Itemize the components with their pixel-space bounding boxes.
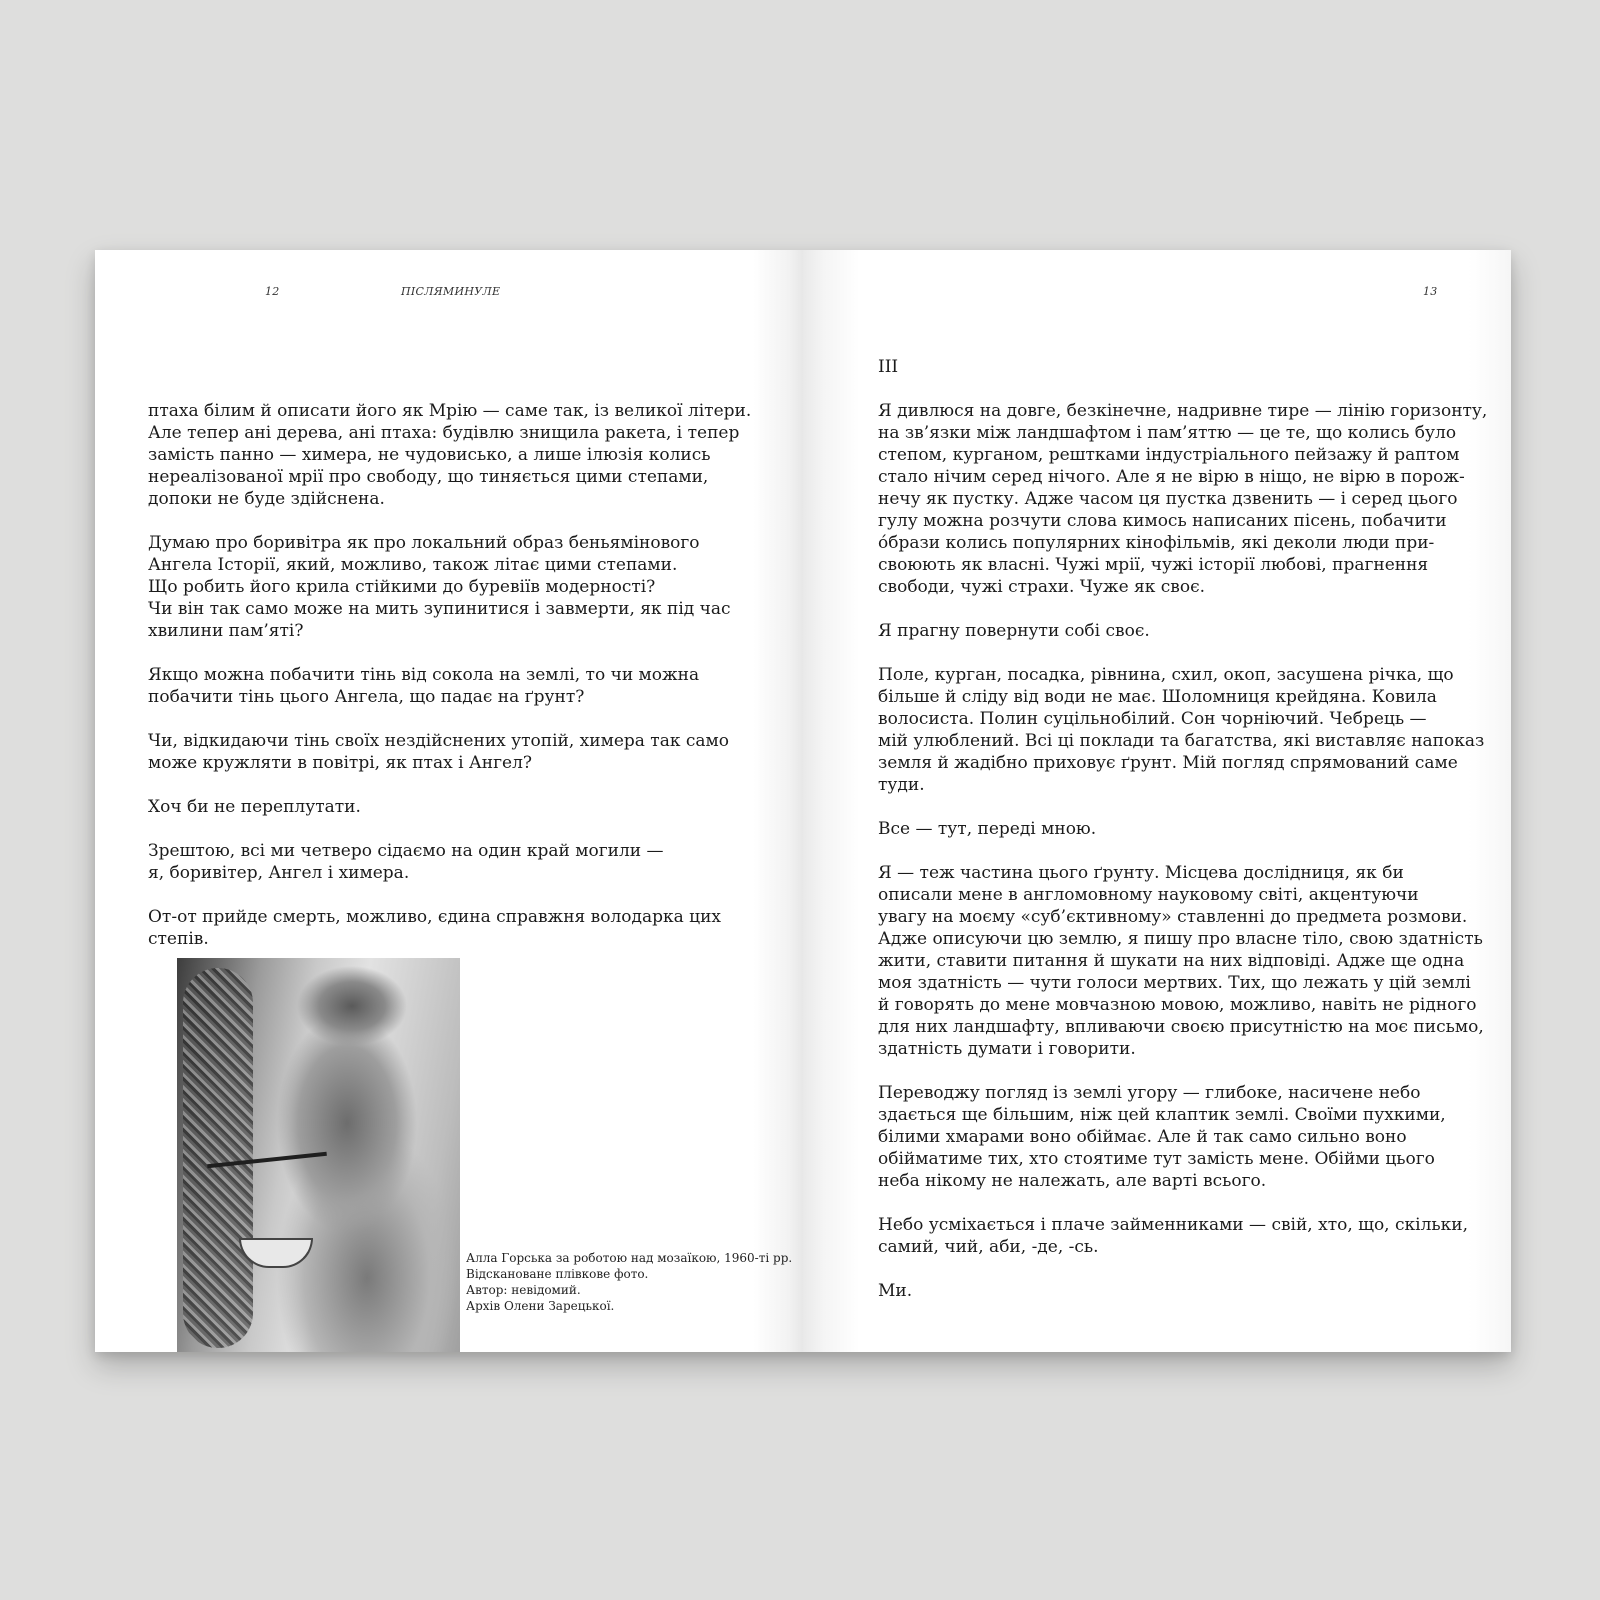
paragraph: Переводжу погляд із землі угору — глибоке, насичене небо здається ще більшим, ніж цей клаптик землі. Своїми пухкими, білими хмарами воно обіймає. Але й так само сильно воно обійматиме тих, хто стоятиме тут замість мене. Обійми цього неба нікому не належать, але варті всього.: [878, 1083, 1446, 1191]
paragraph: Все — тут, переді мною.: [878, 819, 1097, 839]
paragraph: Якщо можна побачити тінь від сокола на землі, то чи можна побачити тінь цього Ангела, що падає на ґрунт?: [148, 665, 700, 707]
section-number: III: [878, 357, 899, 377]
paragraph: Небо усміхається і плаче займенниками — свій, хто, що, скільки, самий, чий, аби, -де, -сь.: [878, 1215, 1468, 1257]
left-page: [95, 250, 803, 1352]
paragraph: птаха білим й описати його як Мрію — саме так, із великої літери. Але тепер ані дерева, ані птаха: будівлю знищила ракета, і тепер замість панно — химера, не чудовисько, а лише ілюзія колись нереалізованої мрії про свободу, що тиняється цими степами, допоки не буде здійснена.: [148, 401, 752, 509]
paragraph: От-от прийде смерть, можливо, єдина справжня володарка цих степів.: [148, 907, 721, 949]
left-page-body: [148, 400, 788, 950]
running-title: ПІСЛЯМИНУЛЕ: [401, 285, 501, 298]
archival-photo: [177, 958, 460, 1352]
right-page: [803, 250, 1511, 1352]
caption-line: Автор: невідомий.: [466, 1283, 581, 1297]
left-page-number: 12: [265, 285, 280, 298]
paragraph: Я прагну повернути собі своє.: [878, 621, 1150, 641]
mosaic-detail: [183, 968, 253, 1348]
paragraph: Зрештою, всі ми четверо сідаємо на один край могили — я, боривітер, Ангел і химера.: [148, 841, 664, 883]
paragraph: Ми.: [878, 1281, 913, 1301]
paragraph: Чи, відкидаючи тінь своїх нездійснених утопій, химера так само може кружляти в повітрі, як птах і Ангел?: [148, 731, 729, 773]
book-spread: [95, 250, 1511, 1352]
right-page-body: [878, 400, 1503, 1302]
paragraph: Думаю про боривітра як про локальний образ беньямінового Ангела Історії, який, можливо, також літає цими степами. Що робить його крила стійкими до буревіїв модерності? Чи він так само може на мить зупинитися і завмерти, як під час хвилини пам’яті?: [148, 533, 731, 641]
paragraph: Хоч би не переплутати.: [148, 797, 361, 817]
paragraph: Я дивлюся на довге, безкінечне, надривне тире — лінію горизонту, на зв’язки між ландшафтом і пам’яттю — це те, що колись було степом, курганом, рештками індустріального пейзажу й раптом стало нічим серед нічого. Але я не вірю в ніщо, не вірю в порож- нечу як пустку. Адже часом ця пустка дзвенить — і серед цього гулу можна розчути слова кимось написаних пісень, побачити о́брази колись популярних кінофільмів, які деколи люди при- своюють як власні. Чужі мрії, чужі історії любові, прагнення свободи, чужі страхи. Чуже як своє.: [878, 401, 1488, 597]
caption-line: Алла Горська за роботою над мозаїкою, 1960-ті рр.: [466, 1251, 793, 1265]
caption-line: Відскановане плівкове фото.: [466, 1267, 649, 1281]
paragraph: Я — теж частина цього ґрунту. Місцева дослідниця, як би описали мене в англомовному науковому світі, акцентуючи увагу на моєму «суб’єктивному» ставленні до предмета розмови. Адже описуючи цю землю, я пишу про власне тіло, свою здатність жити, ставити питання й шукати на них відповіді. Адже ще одна моя здатність — чути голоси мертвих. Тих, що лежать у цій землі й говорять до мене мовчазною мовою, можливо, навіть не рідного для них ландшафту, впливаючи своєю присутністю на моє письмо, здатність думати і говорити.: [878, 863, 1484, 1059]
paragraph: Поле, курган, посадка, рівнина, схил, окоп, засушена річка, що більше й сліду від води не має. Шоломниця крейдяна. Ковила волосиста. Полин суцільнобілий. Сон чорніючий. Чебрець — мій улюблений. Всі ці поклади та багатства, які виставляє напоказ земля й жадібно приховує ґрунт. Мій погляд спрямований саме туди.: [878, 665, 1485, 795]
caption-line: Архів Олени Зарецької.: [466, 1299, 615, 1313]
photo-caption: [466, 1250, 796, 1314]
right-page-number: 13: [1423, 285, 1438, 298]
